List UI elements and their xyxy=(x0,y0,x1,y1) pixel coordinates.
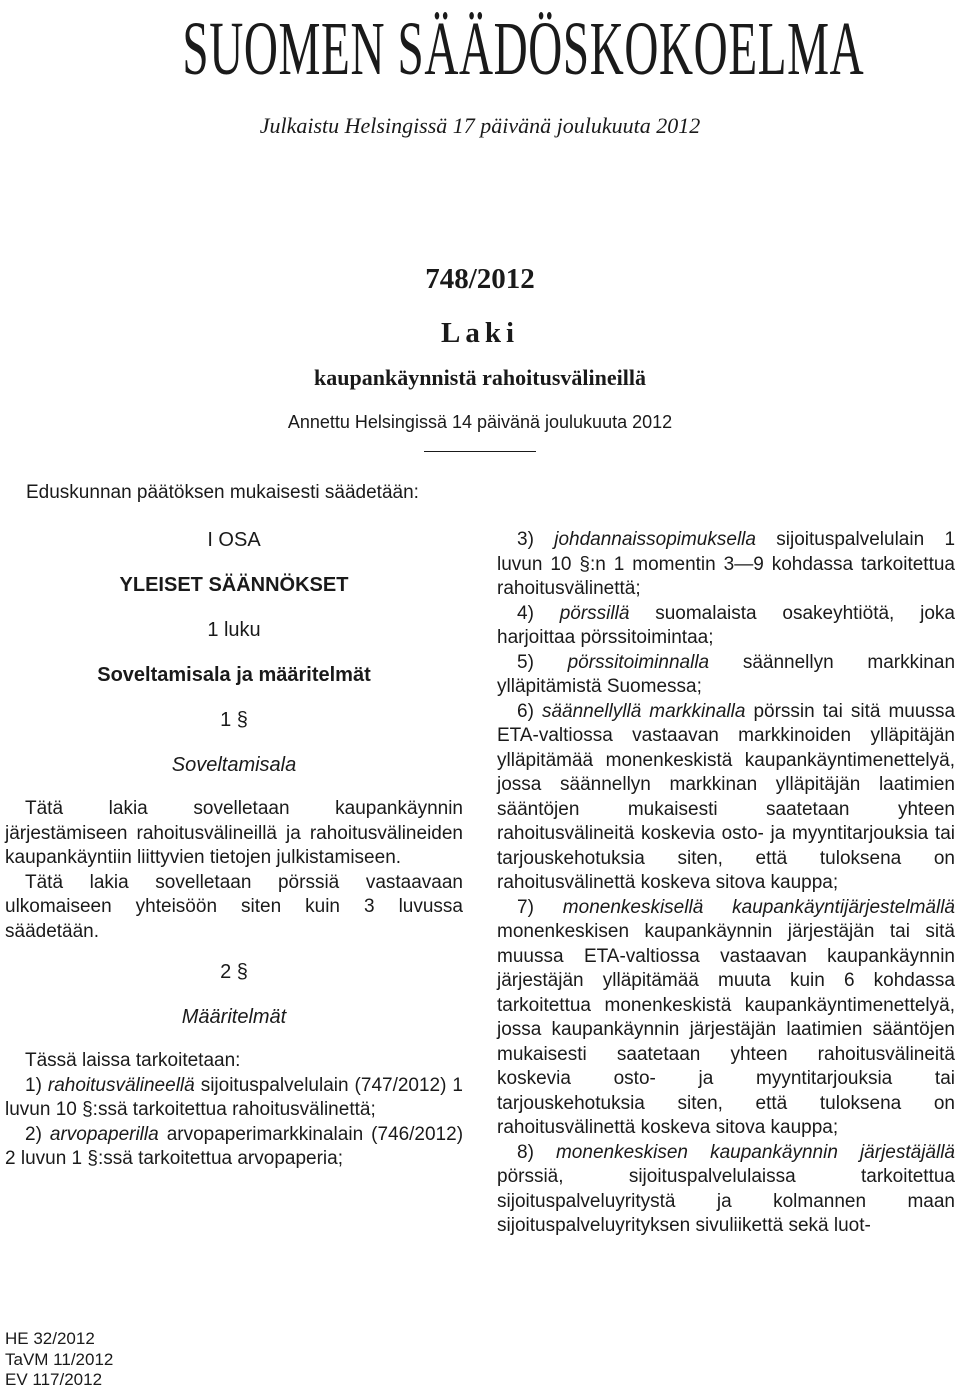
section-2-title: Määritelmät xyxy=(181,1005,287,1028)
enactment-clause: Eduskunnan päätöksen mukaisesti säädetään: xyxy=(26,482,419,503)
section-2-intro: Tässä laissa tarkoitetaan: xyxy=(25,1050,241,1071)
definition-6-text: pörssin tai sitä muussa ETA-valtiossa vastaavan markkinoiden ylläpitäjän ylläpitämää monenkeskistä kaupankäyntimenettelyä, jossa säännellyn markkinan ylläpitäjän laatimien sääntöjen mukaisesti saatetaan yhteen rahoitusvälineitä koskevia osto- ja myyntitarjouksia tai tarjouskehotuksia siten, että tuloksena on rahoitusvälinettä koskeva sitova kauppa; xyxy=(497,700,956,893)
definition-8-term: monenkeskisen kaupankäynnin järjestäjällä xyxy=(555,1141,956,1163)
definition-4-term: pörssillä xyxy=(559,602,630,624)
definition-6 xyxy=(497,700,955,896)
definition-2-number: 2) xyxy=(25,1123,42,1145)
law-type-heading: Laki xyxy=(440,317,520,349)
definition-3-text: sijoituspalvelulain 1 luvun 10 §:n 1 momentin 3—9 kohdassa tarkoitettua rahoitusvälinettä; xyxy=(497,529,956,599)
section-1-title: Soveltamisala xyxy=(171,753,297,776)
definition-6-number: 6) xyxy=(517,700,534,722)
definition-5-term: pörssitoiminnalla xyxy=(567,651,710,673)
reference-he: HE 32/2012 xyxy=(5,1329,95,1348)
definition-6-term: säännellyllä markkinalla xyxy=(541,700,746,722)
definition-2-text: arvopaperimarkkinalain (746/2012) 2 luvun 1 §:ssä tarkoitettua arvopaperia; xyxy=(5,1123,464,1169)
section-2-number: 2 § xyxy=(220,961,248,983)
chapter-title: Soveltamisala ja määritelmät xyxy=(97,663,371,686)
left-column xyxy=(5,528,463,1172)
right-column xyxy=(497,528,955,1239)
law-number: 748/2012 xyxy=(425,263,535,295)
definition-3-number: 3) xyxy=(517,529,534,550)
part-number: I OSA xyxy=(207,529,261,551)
definition-4-text: suomalaista osakeyhtiötä, joka harjoittaa pörssitoimintaa; xyxy=(497,602,955,648)
definition-5-number: 5) xyxy=(517,651,534,673)
reference-ev: EV 117/2012 xyxy=(5,1370,103,1389)
definition-3-term: johdannaissopimuksella xyxy=(554,529,756,550)
publication-date-line: Julkaistu Helsingissä 17 päivänä joulukuuta 2012 xyxy=(259,113,701,138)
definition-4 xyxy=(497,602,955,651)
part-title: YLEISET SÄÄNNÖKSET xyxy=(119,573,349,596)
reference-tavm: TaVM 11/2012 xyxy=(5,1349,114,1369)
definition-5 xyxy=(497,651,955,700)
section-1-number: 1 § xyxy=(220,709,248,731)
definition-7-number: 7) xyxy=(517,896,534,918)
law-title: kaupankäynnistä rahoitusvälineillä xyxy=(314,365,646,390)
definition-2 xyxy=(5,1123,463,1172)
definition-2-term: arvopaperilla xyxy=(49,1123,159,1145)
legislative-references xyxy=(5,1329,205,1391)
definition-4-number: 4) xyxy=(517,602,534,624)
definition-7 xyxy=(497,896,955,1141)
definition-8-text: pörssiä, sijoituspalvelulaissa tarkoitettua sijoituspalveluyritystä ja kolmannen maan sijoituspalveluyrityksen sivuliikettä sekä luot- xyxy=(497,1166,955,1236)
definition-5-text: säännellyn markkinan ylläpitämistä Suomessa; xyxy=(497,651,956,697)
given-date-line: Annettu Helsingissä 14 päivänä joulukuuta 2012 xyxy=(287,412,673,432)
definition-1-text: sijoituspalvelulain (747/2012) 1 luvun 10 §:ssä tarkoitettua rahoitusvälinettä; xyxy=(5,1074,463,1120)
definition-8 xyxy=(497,1141,955,1239)
definition-1-term: rahoitusvälineellä xyxy=(47,1074,195,1096)
definition-3 xyxy=(497,528,955,602)
definition-1 xyxy=(5,1074,463,1123)
definition-8-number: 8) xyxy=(517,1141,534,1163)
title-divider xyxy=(424,451,536,452)
section-1-paragraph-2: Tätä lakia sovelletaan pörssiä vastaavaan ulkomaiseen yhteisöön siten kuin 3 luvussa säädetään. xyxy=(5,871,463,942)
definition-7-text: monenkeskisen kaupankäynnin järjestäjän tai sitä muussa ETA-valtiossa vastaavan kaupankäynnin järjestäjän ylläpitämää muuta kuin 6 kohdassa tarkoitettua monenkeskistä kaupankäyntimenettelyä, jossa kaupankäynnin järjestäjän laatimien sääntöjen mukaisesti saatetaan yhteen rahoitusvälineitä koskevia osto- ja myyntitarjouksia tai tarjouskehotuksia siten, että tuloksena on rahoitusvälinettä koskeva sitova kauppa; xyxy=(497,921,955,1138)
definition-7-term: monenkeskisellä kaupankäyntijärjestelmällä xyxy=(562,896,955,918)
section-1-paragraph-1: Tätä lakia sovelletaan kaupankäynnin järjestämiseen rahoitusvälineillä ja rahoitusvälineiden kaupankäyntiin liittyvien tietojen julkistamiseen. xyxy=(5,798,463,868)
definition-1-number: 1) xyxy=(25,1074,42,1096)
chapter-number: 1 luku xyxy=(207,619,261,641)
masthead-title: SUOMEN SÄÄDÖSKOKOELMA xyxy=(182,7,865,91)
